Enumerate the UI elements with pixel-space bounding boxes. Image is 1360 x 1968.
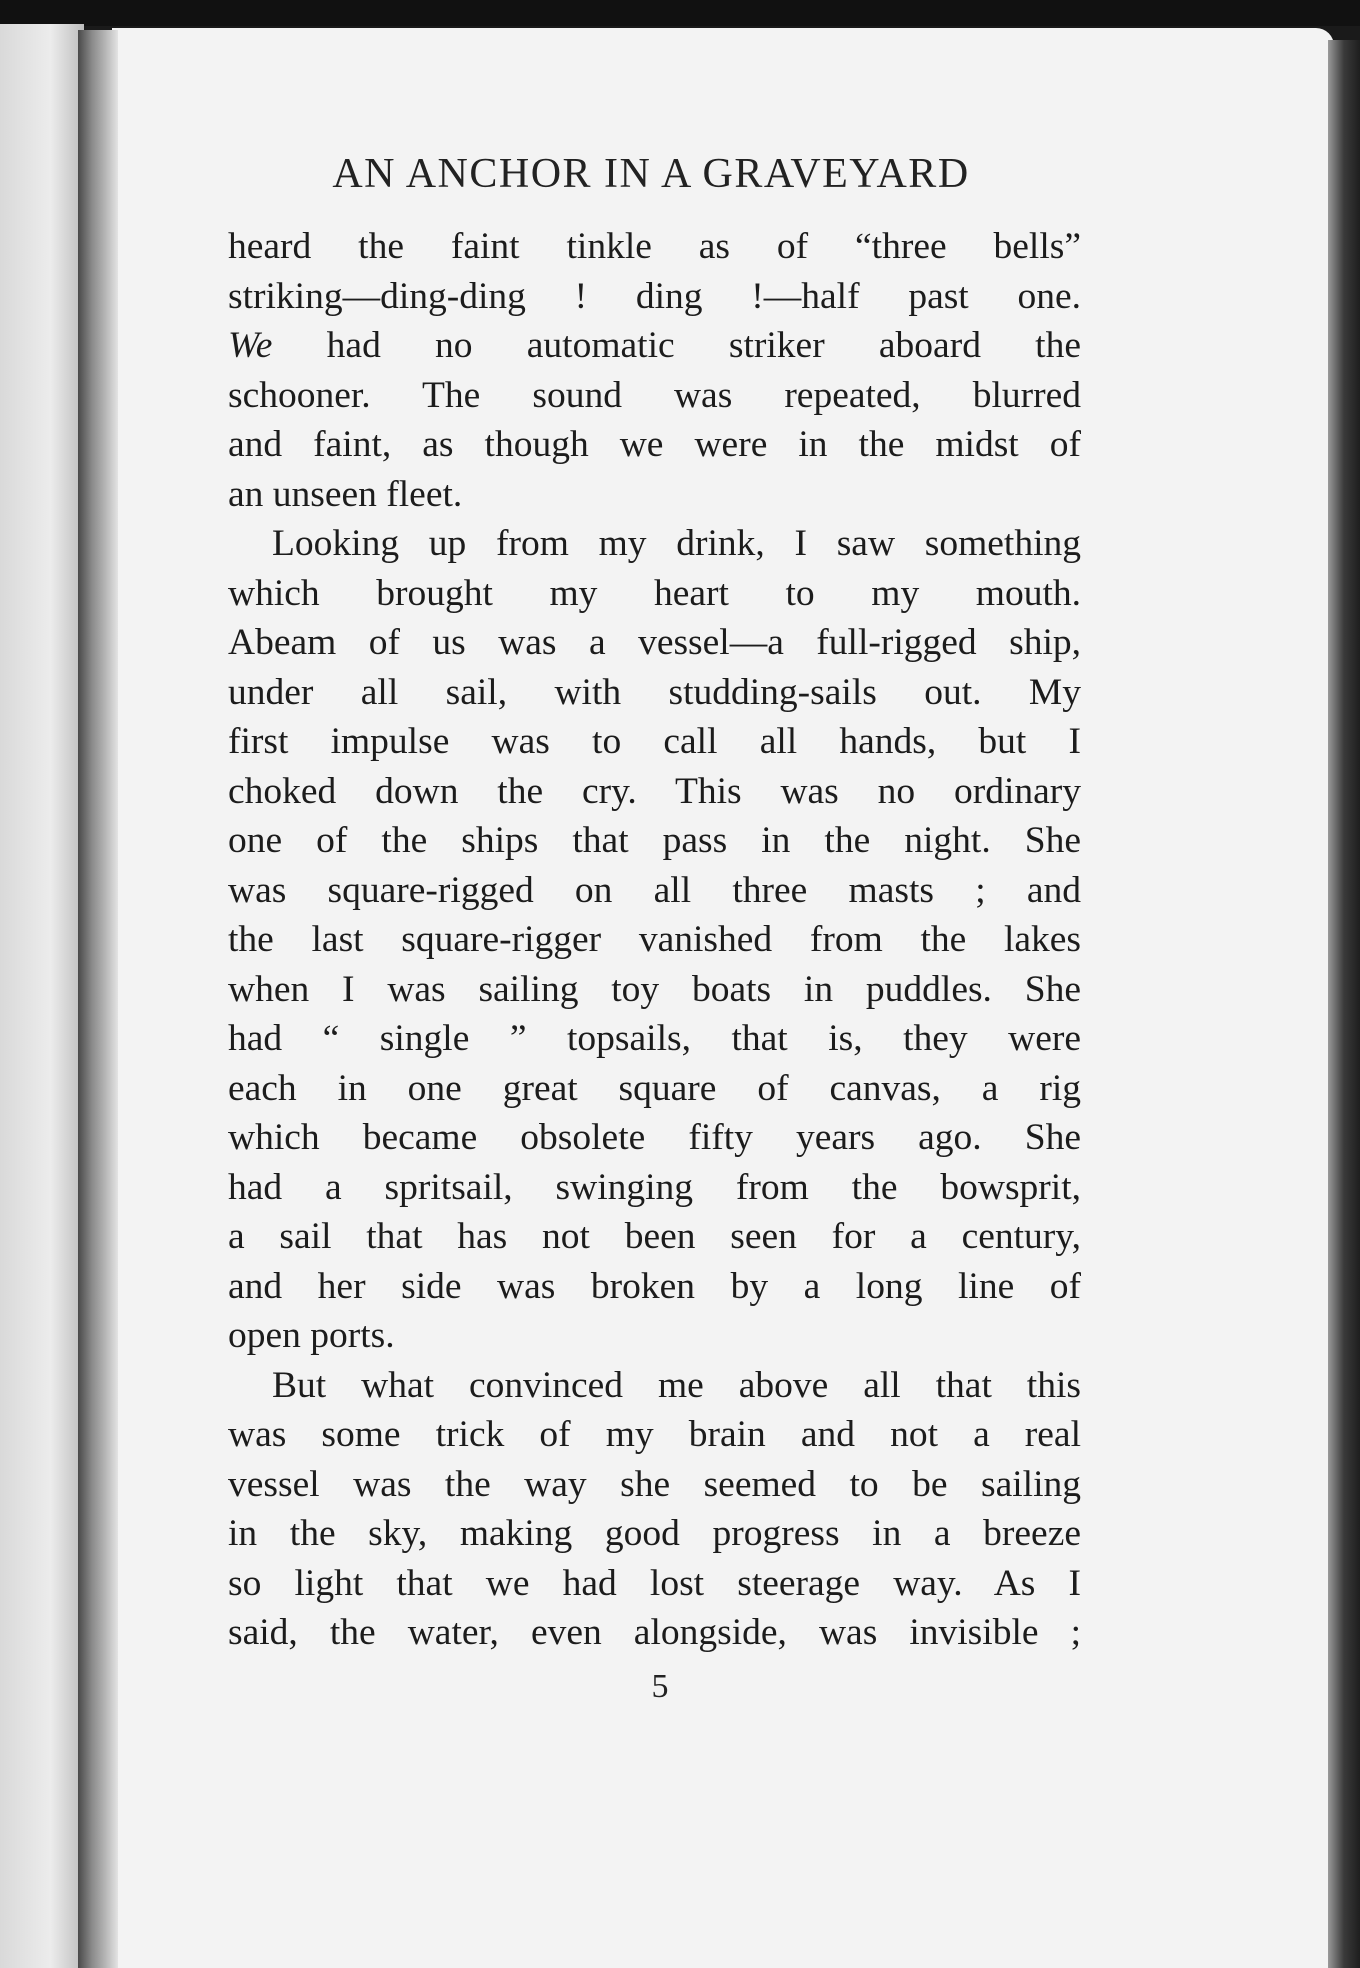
text-line: had a spritsail, swinging from the bowsprit, [228, 1166, 1081, 1208]
text-line: Looking up from my drink, I saw something [272, 523, 1081, 564]
scan-top-border [0, 0, 1360, 26]
text-line: one of the ships that pass in the night. She [228, 820, 1081, 861]
text-line: first impulse was to call all hands, but I [228, 721, 1081, 762]
text-line: choked down the cry. This was no ordinary [228, 770, 1081, 812]
emphasis: We [228, 325, 273, 366]
text-line: which brought my heart to my mouth. [228, 572, 1081, 614]
text-line: the last square-rigger vanished from the lakes [228, 919, 1081, 960]
text-line: schooner. The sound was repeated, blurred [228, 374, 1081, 416]
facing-page-edge [0, 24, 84, 1968]
text-line: open ports. [228, 1315, 395, 1356]
text-line: Abeam of us was a vessel—a full-rigged ship, [228, 622, 1081, 663]
text-line: in the sky, making good progress in a breeze [228, 1513, 1081, 1554]
book-spine-shadow [78, 30, 118, 1968]
text-line: We had no automatic striker aboard the [228, 325, 1081, 366]
text-line: But what convinced me above all that this [272, 1364, 1081, 1406]
page-fore-edge [1328, 40, 1360, 1968]
text-line: heard the faint tinkle as of “three bells” [228, 226, 1081, 267]
text-line: each in one great square of canvas, a rig [228, 1067, 1081, 1109]
text-line: had “ single ” topsails, that is, they were [228, 1018, 1081, 1059]
text-line: and her side was broken by a long line of [228, 1265, 1081, 1307]
text-line: when I was sailing toy boats in puddles. She [228, 968, 1081, 1010]
text-line: striking—ding-ding ! ding !—half past one. [228, 275, 1081, 317]
text-line: so light that we had lost steerage way. As I [228, 1562, 1081, 1604]
text-line: and faint, as though we were in the midst of [228, 424, 1081, 465]
running-head: AN ANCHOR IN A GRAVEYARD [332, 151, 970, 197]
page-number: 5 [651, 1668, 669, 1705]
body-text [228, 222, 1081, 1658]
text-line: was square-rigged on all three masts ; and [228, 869, 1081, 911]
text-line: vessel was the way she seemed to be sailing [228, 1463, 1081, 1505]
text-line: which became obsolete fifty years ago. She [228, 1117, 1081, 1158]
text-line: a sail that has not been seen for a century, [228, 1216, 1081, 1257]
text-line: said, the water, even alongside, was invisible ; [228, 1612, 1081, 1653]
text-line: was some trick of my brain and not a real [228, 1414, 1081, 1455]
text-line: an unseen fleet. [228, 473, 463, 515]
text-line: under all sail, with studding-sails out. My [228, 671, 1081, 713]
